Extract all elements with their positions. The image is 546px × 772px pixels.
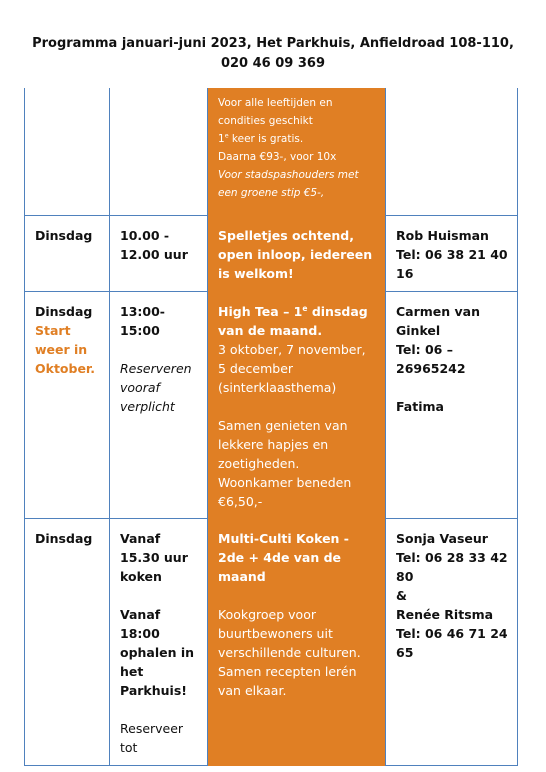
contact-cell	[386, 88, 518, 216]
time-cell	[110, 292, 208, 519]
activity-title-sup: e	[302, 303, 308, 313]
contact-name: Carmen van Ginkel	[396, 304, 481, 338]
activity-line: Voor alle leeftijden en condities geschikt	[218, 97, 333, 127]
activity-text: keer is gratis.	[228, 133, 304, 145]
contact-cell	[386, 216, 518, 292]
activity-cell	[208, 292, 386, 519]
contact-cell	[386, 292, 518, 519]
activity-line: Voor stadspashouders met een groene stip €5-,	[218, 169, 359, 199]
time-cell: 10.00 - 12.00 uur	[110, 216, 208, 292]
activity-dates: 3 oktober, 7 november, 5 december (sinterklaasthema)	[218, 341, 366, 395]
time-note: Reserveren vooraf verplicht	[120, 361, 192, 414]
activity-location: Woonkamer beneden	[218, 474, 352, 490]
day-note: Start weer in Oktober.	[35, 323, 96, 376]
activity-title-text: dinsdag van de maand.	[218, 303, 368, 338]
header-line-1: Programma januari-juni 2023, Het Parkhuis, Anfieldroad 108-110,	[32, 36, 514, 51]
contact-amp: &	[396, 588, 407, 603]
activity-desc: Kookgroep voor buurtbewoners uit verschillende culturen. Samen recepten lerén van elkaar.	[218, 606, 361, 698]
activity-title	[218, 302, 377, 340]
day-cell	[25, 88, 110, 216]
contact-tel: Tel: 06 28 33 42 80	[396, 550, 508, 584]
time-note: Reserveer tot	[120, 721, 184, 755]
contact-name: Rob Huisman	[396, 228, 489, 243]
activity-cell: Spelletjes ochtend, open inloop, iedereen is welkom!	[208, 216, 386, 292]
contact-name: Sonja Vaseur	[396, 531, 488, 546]
day-label: Dinsdag	[35, 304, 93, 319]
contact-tel: Tel: 06 – 26965242	[396, 342, 466, 376]
page-header	[0, 34, 546, 74]
activity-title-text: High Tea – 1	[218, 303, 303, 319]
table-row	[25, 88, 518, 216]
day-cell: Dinsdag	[25, 216, 110, 292]
contact-tel: Tel: 06 38 21 40 16	[396, 247, 508, 281]
time-label: Vanaf 15.30 uur koken	[120, 531, 188, 584]
program-table	[24, 88, 518, 766]
header-line-2: 020 46 09 369	[220, 56, 326, 71]
activity-desc: Samen genieten van lekkere hapjes en zoetigheden.	[218, 417, 348, 471]
time-label-2: Vanaf 18:00 ophalen in het Parkhuis!	[120, 607, 195, 698]
table-row	[25, 292, 518, 519]
time-cell	[110, 88, 208, 216]
time-label: 13:00-15:00	[120, 304, 165, 338]
day-cell	[25, 292, 110, 519]
contact-tel-2: Tel: 06 46 71 24 65	[396, 626, 508, 660]
activity-cell	[208, 88, 386, 216]
activity-line	[218, 130, 377, 148]
activity-price: €6,50,-	[218, 493, 263, 509]
contact-cell	[386, 519, 518, 766]
table-row	[25, 216, 518, 292]
table-row	[25, 519, 518, 766]
contact-name-2: Fatima	[396, 399, 444, 414]
activity-title: Multi-Culti Koken - 2de + 4de van de maand	[218, 530, 349, 584]
activity-cell	[208, 519, 386, 766]
activity-line: Daarna €93-, voor 10x	[218, 151, 337, 163]
day-cell: Dinsdag	[25, 519, 110, 766]
time-cell	[110, 519, 208, 766]
activity-sup: e	[224, 132, 229, 140]
activity-text: 1	[218, 133, 225, 145]
contact-name-2: Renée Ritsma	[396, 607, 494, 622]
